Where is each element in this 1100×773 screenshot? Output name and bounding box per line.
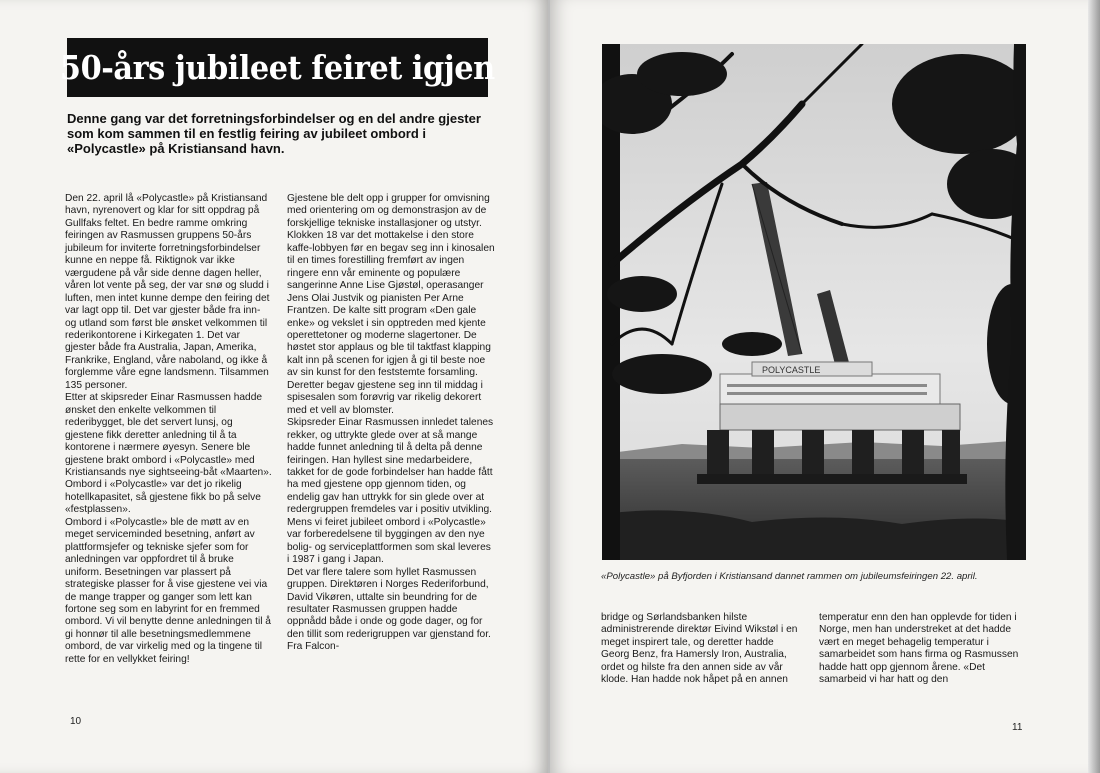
photo-caption: «Polycastle» på Byfjorden i Kristiansand dannet rammen om jubileumsfeiringen 22. april. [601, 571, 978, 582]
article-column-2 [287, 193, 495, 654]
paragraph: Deretter begav gjestene seg inn til middag i spisesalen som forøvrig var rikelig dekorert med et vell av blomster. [287, 379, 483, 416]
left-page [0, 0, 548, 773]
headline-box [60, 38, 495, 97]
page-number-right: 11 [1012, 722, 1023, 733]
photo-oil-platform [602, 44, 1026, 560]
page-number-left: 10 [70, 716, 82, 727]
paragraph: Det var flere talere som hyllet Rasmussen gruppen. Direktøren i Norges Rederiforbund, David Vikøren, uttalte sin beundring for de resultater Rasmussen gruppen hadde oppnådd både i onde og gode dager, og for den tillit som rederigruppen var gjenstand for. Fra Falcon- [287, 566, 491, 653]
paragraph: Ombord i «Polycastle» ble de møtt av en meget serviceminded besetning, anført av plattformsjefer og tekniske sjefer som for anledningen var oppfordret til å bruke uniform. Besetningen var plassert på strategiske plasser for å vise gjestene vei via de mange trapper og ganger som lett kan fortone seg som en labyrint for en fremmed ombord. Vi vil benytte denne anledningen til å gi honnør til alle besetningsmedlemmene ombord, de var virkelig med og la tingene til rette for en vellykket feiring! [65, 516, 271, 665]
article-column-3: bridge og Sørlandsbanken hilste administrerende direktør Eivind Wikstøl i en meget inspirert tale, og deretter hadde Georg Benz, fra Hamersly Iron, Australia, ordet og hilste fra den annen side av vår klode. Han hadde nok håpet på en annen [601, 612, 798, 686]
article-column-1 [65, 193, 273, 666]
headline: 50-års jubileet feiret igjen [60, 48, 495, 87]
paragraph: Skipsreder Einar Rasmussen innledet talenes rekker, og uttrykte glede over at så mange hadde funnet anledning til å delta på denne feiringen. Han hyllest sine medarbeidere, takket for de gode forbindelser han hadde fått ha med gjestene opp gjennom tiden, og endelig gav han uttrykk for sin glede over at redergruppen fremdeles var i positiv utvikling. Mens vi feiret jubileet ombord i «Polycastle» var forberedelsene til byggingen av den nye bolig- og serviceplattformen som skal leveres i 1987 i gang i Japan. [287, 417, 494, 566]
paragraph: Etter at skipsreder Einar Rasmussen hadde ønsket den enkelte velkommen til rederibygget, ble det servert lunsj, og gjestene fikk deretter anledning til å ta kontorene i nærmere øyesyn. Senere ble gjestene brakt ombord i «Polycastle» med Kristiansands nye sightseeing-båt «Maarten». Ombord i «Polycastle» var det jo rikelig hotellkapasitet, så gjestene fikk bo på selve «festplassen». [65, 392, 272, 516]
article-column-4: temperatur enn den han opplevde for tiden i Norge, men han understreket at det hadde vært en meget behagelig temperatur i samarbeidet som hans firma og Rasmussen hadde hatt opp gjennom årene. «Det samarbeid vi har hatt og den [819, 612, 1019, 686]
paragraph: Gjestene ble delt opp i grupper for omvisning med orientering om og demonstrasjon av de forskjellige tekniske installasjoner og utstyr. Klokken 18 var det mottakelse i den store kaffe-lobbyen før en begav seg inn i kinosalen til en times forestilling fremført av ingen ringere enn vår eminente og populære sangerinne Anne Lise Gjøstøl, operasanger Jens Olai Justvik og pianisten Per Arne Frantzen. De kalte sitt program «Den gale enke» og vekslet i sin opptreden med kjente operettetoner og moderne slagertoner. De høstet stor applaus og ble til taktfast klapping kalt inn på scenen for igjen å gi til beste noe av sin kunst for den feststemte forsamling. [287, 193, 495, 379]
paragraph: Den 22. april lå «Polycastle» på Kristiansand havn, nyrenovert og klar for sitt oppdrag på Gullfaks feltet. En bedre ramme omkring feiringen av Rasmussen gruppens 50-års jubileum for inviterte forretningsforbindelser kunne en neppe få. Riktignok var ikke værgudene på vår side denne dagen heller, våren lot vente på seg, der var snø og sludd i luften, men intet kunne dempe den feiring det var lagt opp til. Det var gjester både fra inn- og utland som først ble ønsket velkommen til rederikontorene i Kirkegaten 1. Det var gjester både fra Australia, Japan, Amerika, Frankrike, England, våre naboland, og ikke å forglemme våre egne landsmenn. Tilsammen 135 personer. [65, 193, 270, 391]
photo-illustration [602, 44, 1026, 560]
hull-text: POLYCASTLE [762, 365, 821, 375]
page-edge [1088, 0, 1100, 773]
lead-paragraph: Denne gang var det forretningsforbindelser og en del andre gjester som kom sammen til en festlig feiring av jubileet ombord i «Polycastle» på Kristiansand havn. [67, 111, 481, 156]
